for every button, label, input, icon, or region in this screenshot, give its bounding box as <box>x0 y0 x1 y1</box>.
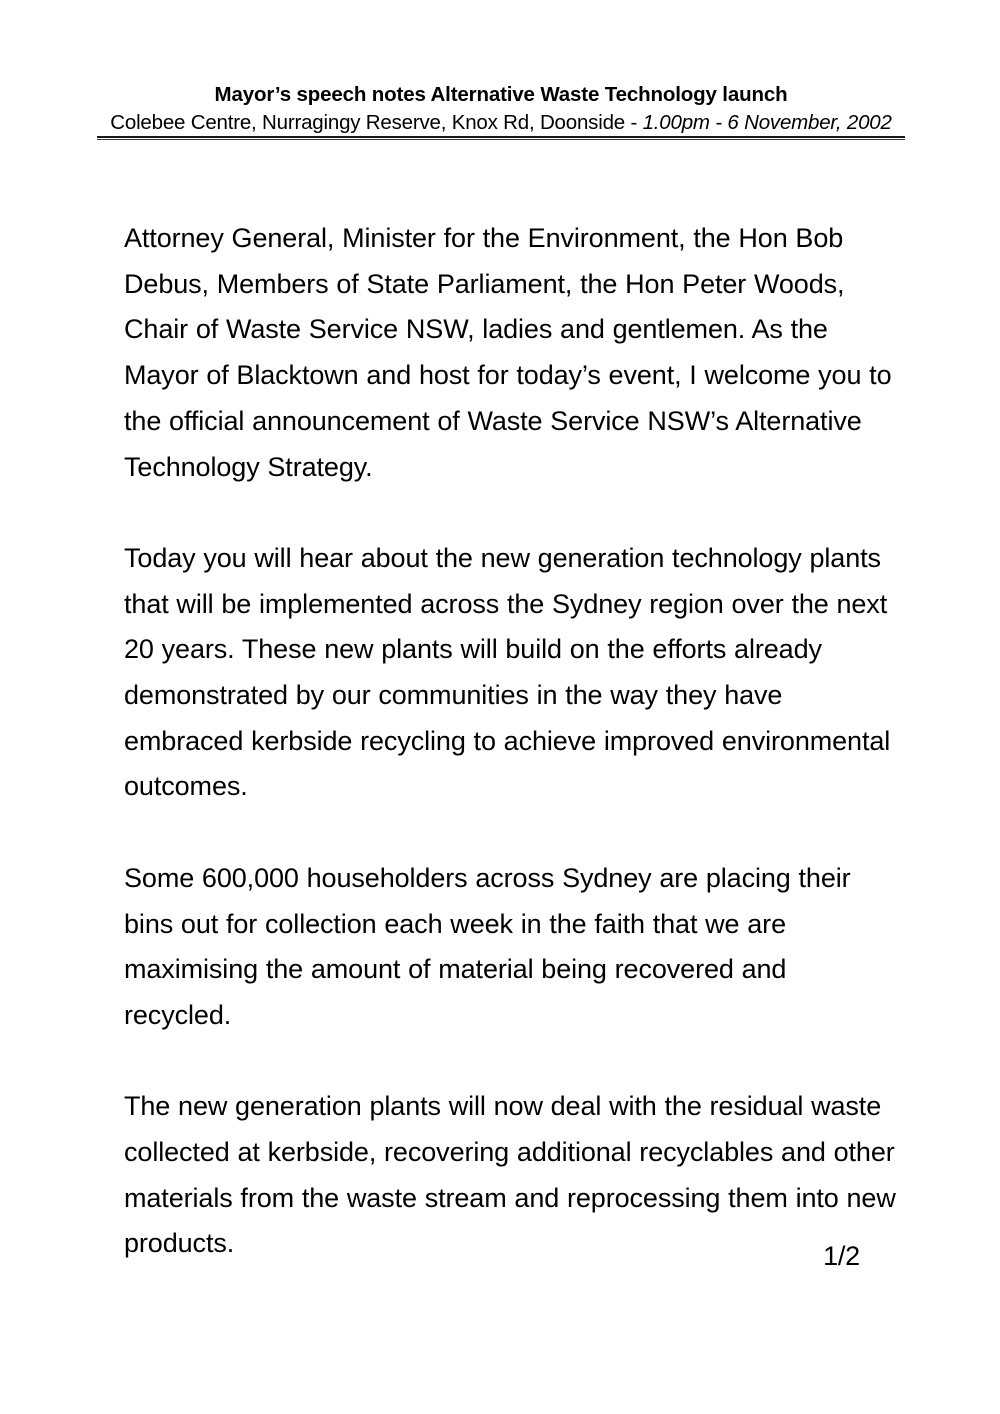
header-title: Mayor’s speech notes Alternative Waste Technology launch <box>214 83 788 106</box>
header-subtitle <box>97 109 905 136</box>
document-header <box>97 82 905 136</box>
page-number: 1/2 <box>823 1241 860 1271</box>
header-divider-thin-line <box>97 139 905 140</box>
body-paragraph: Attorney General, Minister for the Environment, the Hon Bob Debus, Members of State Parliament, the Hon Peter Woods, Chair of Waste Service NSW, ladies and gentlemen. As the Mayor of Blacktown and host for today’s event, I welcome you to the official announcement of Waste Service NSW’s Alternative Technology Strategy. <box>124 223 892 482</box>
header-divider <box>97 136 905 140</box>
body-paragraph: Today you will hear about the new generation technology plants that will be implemented across the Sydney region over the next 20 years. These new plants will build on the efforts already demonstrated by our communities in the way they have embraced kerbside recycling to achieve improved environmental outcomes. <box>124 542 891 802</box>
document-body <box>124 216 900 1267</box>
header-subtitle-venue: Colebee Centre, Nurragingy Reserve, Knox Rd, Doonside - <box>110 111 643 134</box>
header-subtitle-datetime: 1.00pm - 6 November, 2002 <box>642 111 892 134</box>
body-paragraph: The new generation plants will now deal with the residual waste collected at kerbside, recovering additional recyclables and other materials from the waste stream and reprocessing them into new products. <box>124 1091 896 1259</box>
body-paragraph: Some 600,000 householders across Sydney are placing their bins out for collection each week in the faith that we are maximising the amount of material being recovered and recycled. <box>124 862 851 1030</box>
